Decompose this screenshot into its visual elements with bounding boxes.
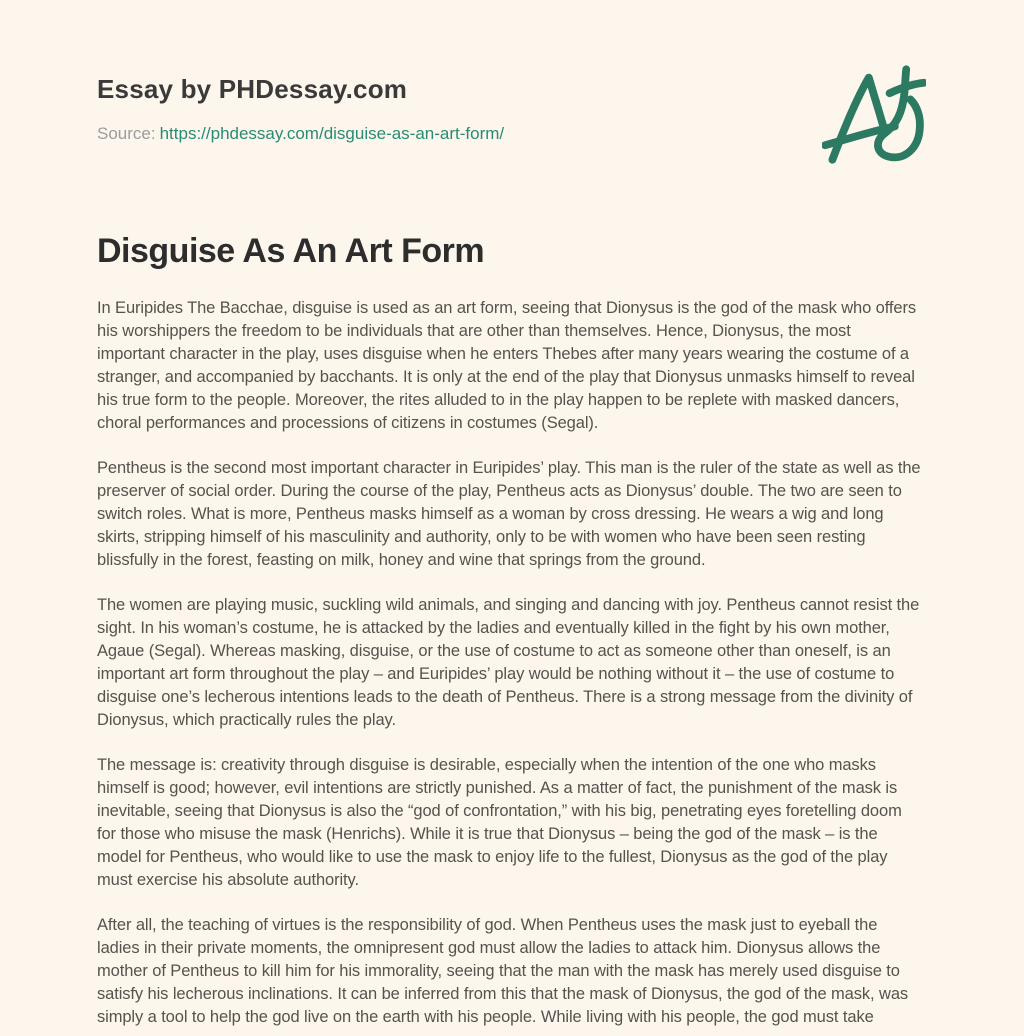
essay-paragraph: Pentheus is the second most important character in Euripides’ play. This man is the ruler of the state as well as the preserver of social order. During the course of the play, Pentheus acts as Dionysus’ double. The two are seen to switch roles. What is more, Pentheus masks himself as a woman by cross dressing. He wears a wig and long skirts, stripping himself of his masculinity and authority, only to be with women who have been seen resting blissfully in the forest, feasting on milk, honey and wine that springs from the ground. [97,459,921,569]
essay-paragraph: The women are playing music, suckling wild animals, and singing and dancing with joy. Pentheus cannot resist the sight. In his woman’s costume, he is attacked by the ladies and eventually killed in the fight by his own mother, Agaue (Segal). Whereas masking, disguise, or the use of costume to act as someone other than oneself, is an important art form throughout the play – and Euripides’ play would be nothing without it – the use of costume to disguise one’s lecherous intentions leads to the death of Pentheus. There is a strong message from the divinity of Dionysus, which practically rules the play. [97,596,920,729]
source-label: Source: [97,124,156,143]
site-header-title: Essay by PHDessay.com [97,74,408,104]
source-line [97,124,923,144]
essay-paragraph: The message is: creativity through disguise is desirable, especially when the intention of the one who masks himself is good; however, evil intentions are strictly punished. As a matter of fact, the punishment of the mask is inevitable, seeing that Dionysus is also the “god of confrontation,” with his big, penetrating eyes foretelling doom for those who misuse the mask (Henrichs). While it is true that Dionysus – being the god of the mask – is the model for Pentheus, who would like to use the mask to enjoy life to the fullest, Dionysus as the god of the play must exercise his absolute authority. [97,756,902,889]
essay-title: Disguise As An Art Form [97,232,485,270]
essay-body [97,297,923,1029]
content-area [97,0,923,1036]
source-url-link[interactable]: https://phdessay.com/disguise-as-an-art-form/ [159,124,505,143]
essay-paragraph: In Euripides The Bacchae, disguise is used as an art form, seeing that Dionysus is the god of the mask who offers his worshippers the freedom to be individuals that are other than themselves. Hence, Dionysus, the most important character in the play, uses disguise when he enters Thebes after many years wearing the costume of a stranger, and accompanied by bacchants. It is only at the end of the play that Dionysus unmasks himself to reveal his true form to the people. Moreover, the rites alluded to in the play happen to be replete with masked dancers, choral performances and processions of citizens in costumes (Segal). [97,299,917,432]
essay-paragraph: After all, the teaching of virtues is the responsibility of god. When Pentheus uses the mask just to eyeball the ladies in their private moments, the omnipresent god must allow the ladies to attack him. Dionysus allows the mother of Pentheus to kill him for his immorality, seeing that the man with the mask has merely used disguise to satisfy his lecherous inclinations. It can be inferred from this that the mask of Dionysus, the god of the mask, was simply a tool to help the god live on the earth with his people. While living with his people, the god must take [97,916,909,1026]
